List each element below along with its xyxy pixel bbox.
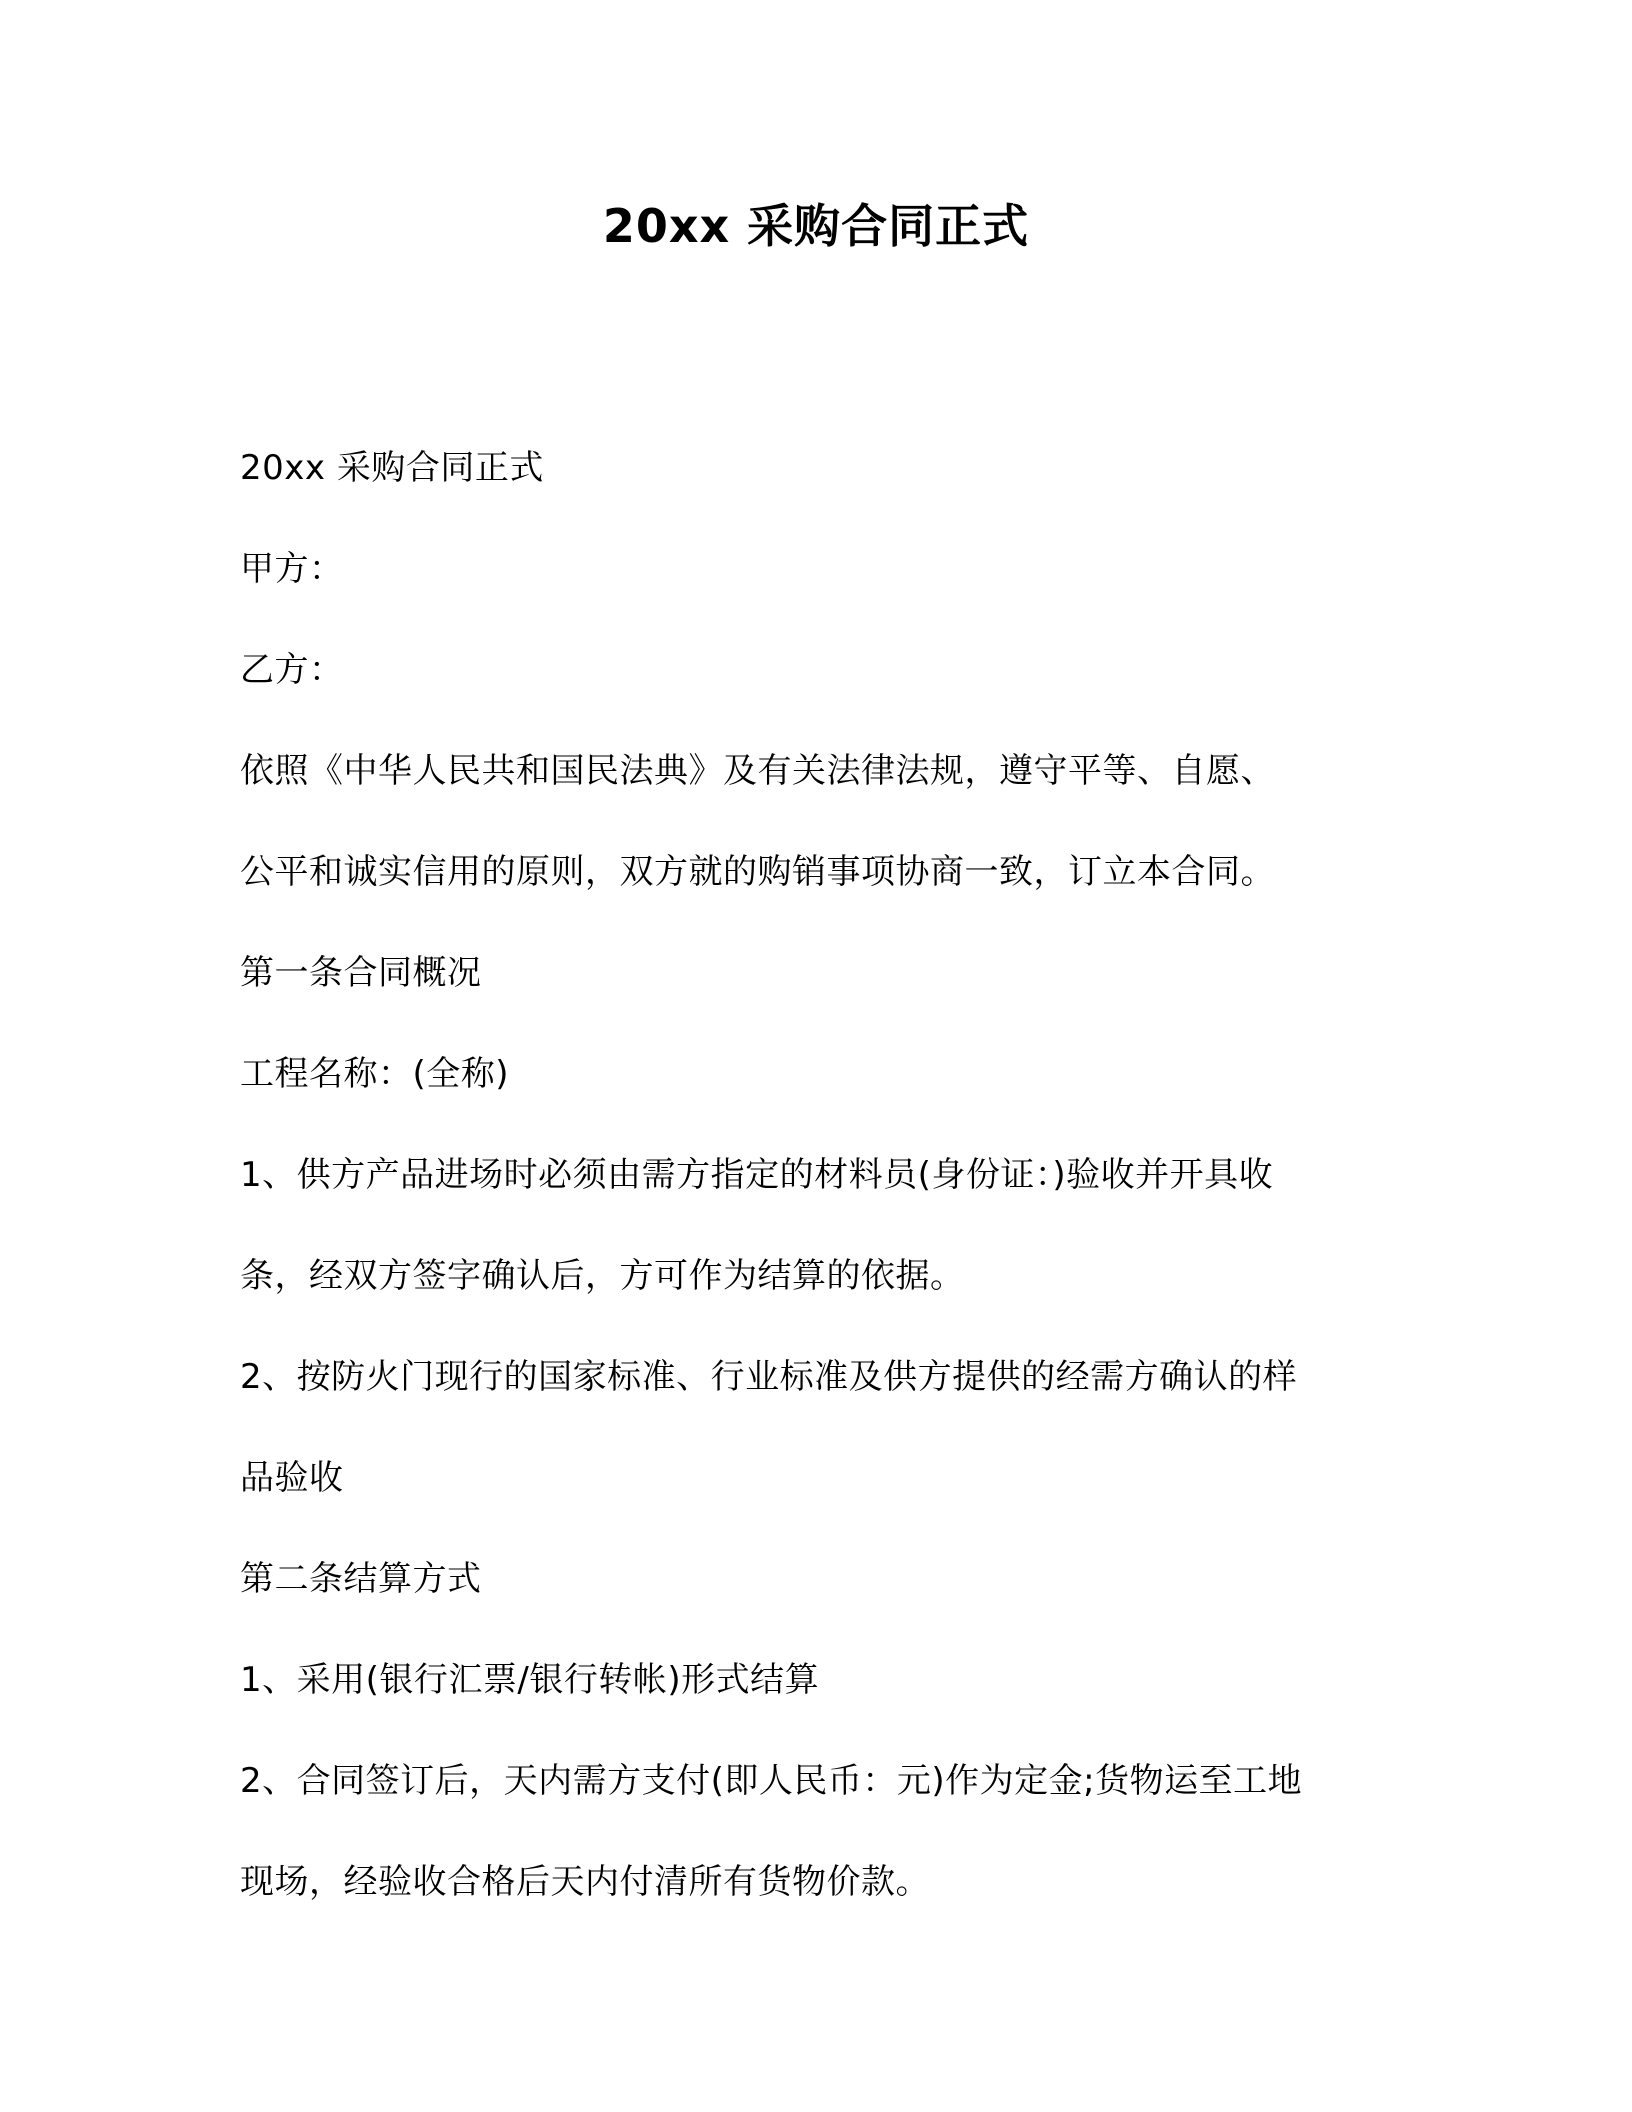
document-title: 20xx 采购合同正式	[602, 199, 1030, 253]
preamble-line-2: 公平和诚实信用的原则，双方就的购销事项协商一致，订立本合同。	[240, 852, 1275, 892]
document-body	[240, 418, 1392, 1933]
clause-1-2-line-1: 2、按防火门现行的国家标准、行业标准及供方提供的经需方确认的样	[240, 1357, 1298, 1397]
project-name-line: 工程名称：(全称)	[240, 1054, 510, 1094]
clause-1-1-line-2: 条，经双方签字确认后，方可作为结算的依据。	[240, 1256, 965, 1296]
article-1-heading: 第一条合同概况	[240, 953, 482, 993]
clause-2-2-line-1: 2、合同签订后，天内需方支付(即人民币：元)作为定金;货物运至工地	[240, 1761, 1303, 1801]
clause-2-1-line: 1、采用(银行汇票/银行转帐)形式结算	[240, 1660, 820, 1700]
subtitle-line: 20xx 采购合同正式	[240, 448, 544, 488]
clause-1-1-line-1: 1、供方产品进场时必须由需方指定的材料员(身份证：)验收并开具收	[240, 1155, 1274, 1195]
article-2-heading: 第二条结算方式	[240, 1559, 482, 1599]
party-b-line: 乙方：	[240, 650, 344, 690]
clause-2-2-line-2: 现场，经验收合格后天内付清所有货物价款。	[240, 1862, 930, 1902]
party-a-line: 甲方：	[240, 549, 344, 589]
clause-1-2-line-2: 品验收	[240, 1458, 344, 1498]
preamble-line-1: 依照《中华人民共和国民法典》及有关法律法规，遵守平等、自愿、	[240, 751, 1275, 791]
